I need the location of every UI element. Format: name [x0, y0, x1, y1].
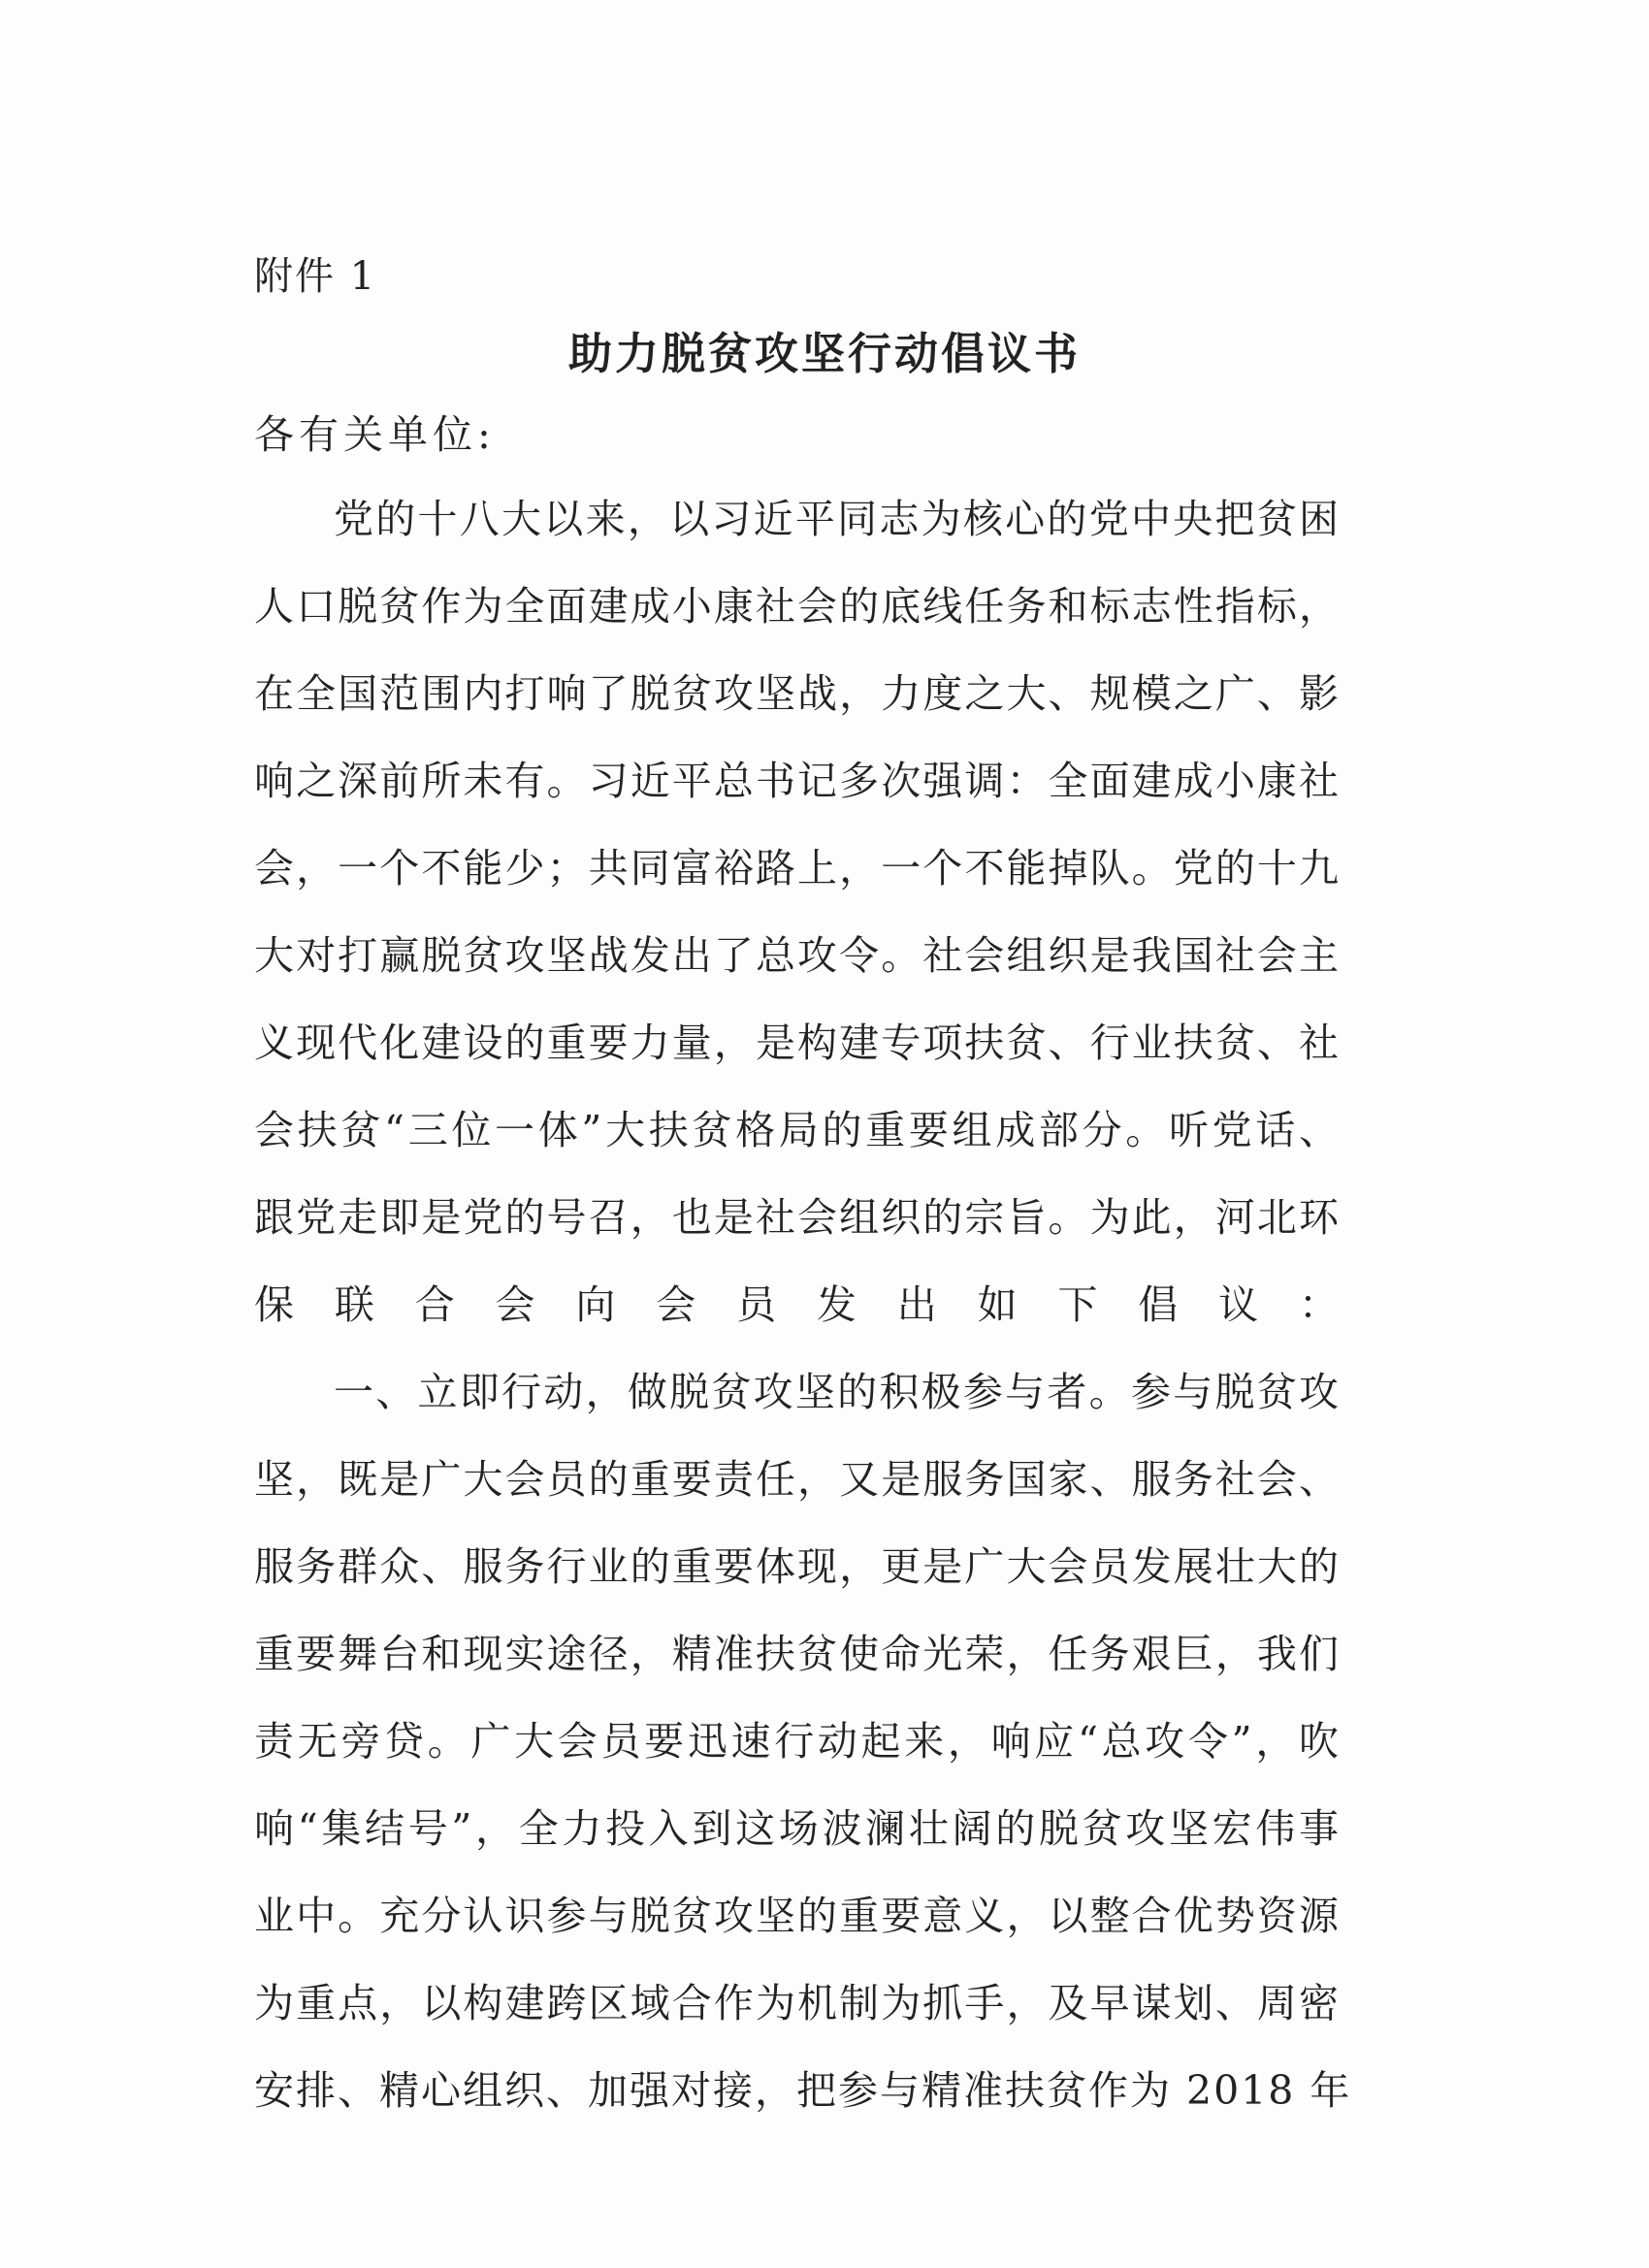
body-line: 一、立即行动，做脱贫攻坚的积极参与者。参与脱贫攻 — [334, 1369, 1341, 1415]
body-line: 党的十八大以来，以习近平同志为核心的党中央把贫困 — [334, 496, 1341, 542]
body-line: 响之深前所未有。习近平总书记多次强调：全面建成小康社 — [254, 758, 1341, 804]
attachment-label: 附件 1 — [254, 254, 377, 299]
body-line: 人口脱贫作为全面建成小康社会的底线任务和标志性指标， — [254, 583, 1341, 630]
body-line: 保联合会向会员发出如下倡议： — [254, 1281, 1341, 1328]
body-line: 大对打赢脱贫攻坚战发出了总攻令。社会组织是我国社会主 — [254, 932, 1341, 979]
body-line: 会，一个不能少；共同富裕路上，一个不能掉队。党的十九 — [254, 845, 1341, 891]
body-line: 响“集结号”，全力投入到这场波澜壮阔的脱贫攻坚宏伟事 — [254, 1805, 1341, 1852]
body-line: 服务群众、服务行业的重要体现，更是广大会员发展壮大的 — [254, 1543, 1341, 1590]
document-body — [254, 475, 1352, 2134]
body-line: 安排、精心组织、加强对接，把参与精准扶贫作为 2018 年 — [254, 2067, 1352, 2114]
body-line: 义现代化建设的重要力量，是构建专项扶贫、行业扶贫、社 — [254, 1020, 1341, 1066]
document-title: 助力脱贫攻坚行动倡议书 — [567, 328, 1081, 379]
body-line: 在全国范围内打响了脱贫攻坚战，力度之大、规模之广、影 — [254, 670, 1341, 717]
body-line: 责无旁贷。广大会员要迅速行动起来，响应“总攻令”，吹 — [254, 1718, 1341, 1765]
body-line: 业中。充分认识参与脱贫攻坚的重要意义，以整合优势资源 — [254, 1893, 1341, 1939]
salutation: 各有关单位: — [254, 411, 496, 458]
body-line: 会扶贫“三位一体”大扶贫格局的重要组成部分。听党话、 — [254, 1107, 1341, 1153]
body-line: 为重点，以构建跨区域合作为机制为抓手，及早谋划、周密 — [254, 1980, 1341, 2026]
body-line: 跟党走即是党的号召，也是社会组织的宗旨。为此，河北环 — [254, 1194, 1341, 1241]
body-line: 重要舞台和现实途径，精准扶贫使命光荣，任务艰巨，我们 — [254, 1631, 1341, 1677]
body-line: 坚，既是广大会员的重要责任，又是服务国家、服务社会、 — [254, 1456, 1341, 1503]
